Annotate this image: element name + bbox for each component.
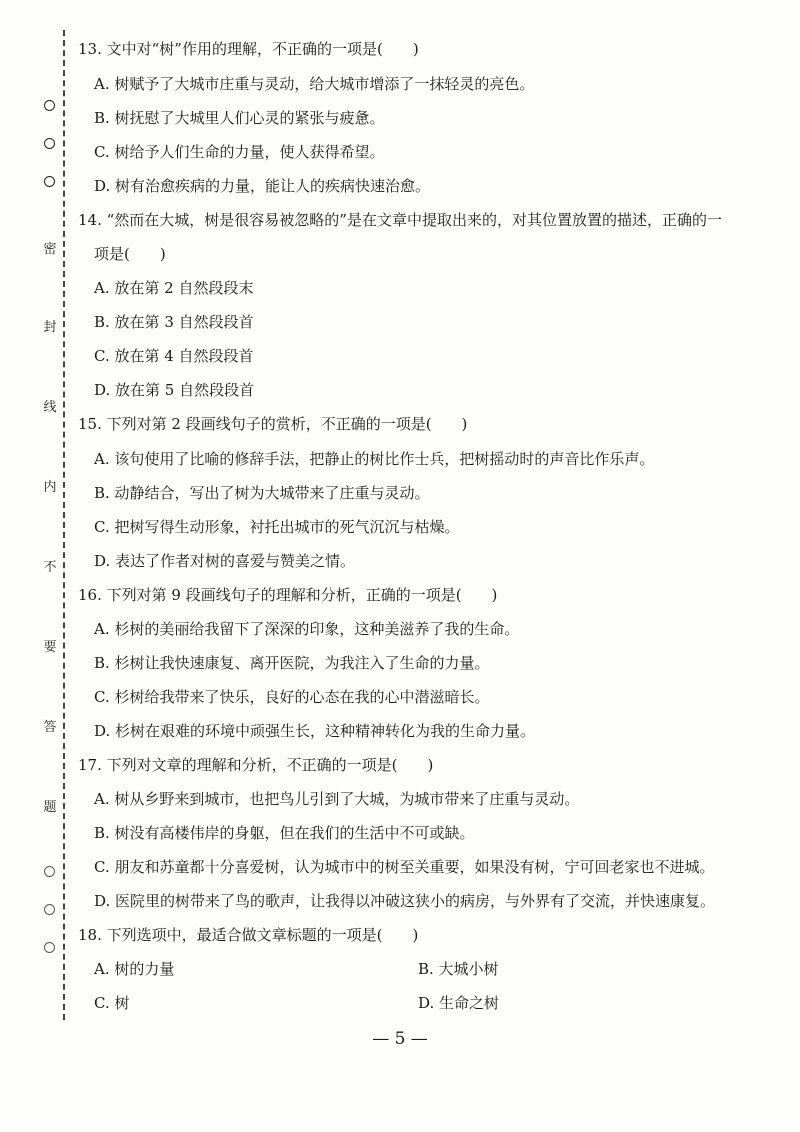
- option-d: D. 放在第 5 自然段段首: [94, 381, 255, 399]
- binding-circle-icon: [44, 904, 55, 915]
- margin-mark-feng: 封: [43, 320, 57, 335]
- question-stem: 15. 下列对第 2 段画线句子的赏析，不正确的一项是( ): [78, 415, 468, 433]
- option-d: D. 杉树在艰难的环境中顽强生长，这种精神转化为我的生命力量。: [94, 722, 536, 740]
- option-d: D. 生命之树: [418, 994, 500, 1012]
- option-b: B. 树抚慰了大城里人们心灵的紧张与疲惫。: [94, 109, 385, 127]
- page-number: — 5 —: [372, 1029, 428, 1049]
- option-c: C. 树给予人们生命的力量，使人获得希望。: [94, 143, 385, 161]
- option-a: A. 杉树的美丽给我留下了深深的印象，这种美滋养了我的生命。: [94, 620, 520, 638]
- option-d: D. 树有治愈疾病的力量，能让人的疾病快速治愈。: [94, 177, 431, 195]
- option-d: D. 医院里的树带来了鸟的歌声，让我得以冲破这狭小的病房，与外界有了交流，并快速康复。: [94, 892, 716, 910]
- binding-margin: [38, 30, 62, 1020]
- question-stem-continued: 项是( ): [94, 245, 166, 263]
- margin-mark-xian: 线: [43, 400, 57, 415]
- option-c: C. 放在第 4 自然段段首: [94, 347, 254, 365]
- option-c: C. 朋友和苏童都十分喜爱树，认为城市中的树至关重要，如果没有树，宁可回老家也不进城。: [94, 858, 715, 876]
- binding-line: [63, 30, 65, 1020]
- binding-circle-icon: [44, 942, 55, 953]
- option-a: A. 树的力量: [94, 960, 175, 978]
- margin-mark-mi: 密: [43, 242, 57, 257]
- option-b: B. 大城小树: [418, 960, 499, 978]
- question-stem: 14. “然而在大城，树是很容易被忽略的”是在文章中提取出来的，对其位置放置的描述，正确的一: [78, 211, 722, 229]
- option-a: A. 树从乡野来到城市，也把鸟儿引到了大城，为城市带来了庄重与灵动。: [94, 790, 580, 808]
- question-stem: 13. 文中对“树”作用的理解，不正确的一项是( ): [78, 40, 419, 58]
- option-b: B. 杉树让我快速康复、离开医院，为我注入了生命的力量。: [94, 654, 490, 672]
- question-stem: 18. 下列选项中，最适合做文章标题的一项是( ): [78, 926, 419, 944]
- binding-circle-icon: [44, 100, 55, 111]
- option-a: A. 树赋予了大城市庄重与灵动，给大城市增添了一抹轻灵的亮色。: [94, 75, 535, 93]
- margin-mark-nei: 内: [43, 480, 57, 495]
- binding-circle-icon: [44, 176, 55, 187]
- margin-mark-yao: 要: [43, 640, 57, 655]
- binding-circle-icon: [44, 866, 55, 877]
- margin-mark-da: 答: [43, 720, 57, 735]
- margin-mark-bu: 不: [43, 560, 57, 575]
- margin-mark-ti: 题: [43, 800, 57, 815]
- option-d: D. 表达了作者对树的喜爱与赞美之情。: [94, 552, 356, 570]
- option-c: C. 树: [94, 994, 130, 1012]
- question-stem: 16. 下列对第 9 段画线句子的理解和分析，正确的一项是( ): [78, 586, 498, 604]
- option-b: B. 放在第 3 自然段段首: [94, 313, 254, 331]
- option-a: A. 该句使用了比喻的修辞手法，把静止的树比作士兵，把树摇动时的声音比作乐声。: [94, 450, 655, 468]
- binding-circle-icon: [44, 138, 55, 149]
- option-b: B. 树没有高楼伟岸的身躯，但在我们的生活中不可或缺。: [94, 824, 475, 842]
- option-c: C. 把树写得生动形象，衬托出城市的死气沉沉与枯燥。: [94, 518, 460, 536]
- question-stem: 17. 下列对文章的理解和分析，不正确的一项是( ): [78, 756, 434, 774]
- option-c: C. 杉树给我带来了快乐，良好的心态在我的心中潜滋暗长。: [94, 688, 490, 706]
- option-b: B. 动静结合，写出了树为大城带来了庄重与灵动。: [94, 484, 430, 502]
- option-a: A. 放在第 2 自然段段末: [94, 279, 254, 297]
